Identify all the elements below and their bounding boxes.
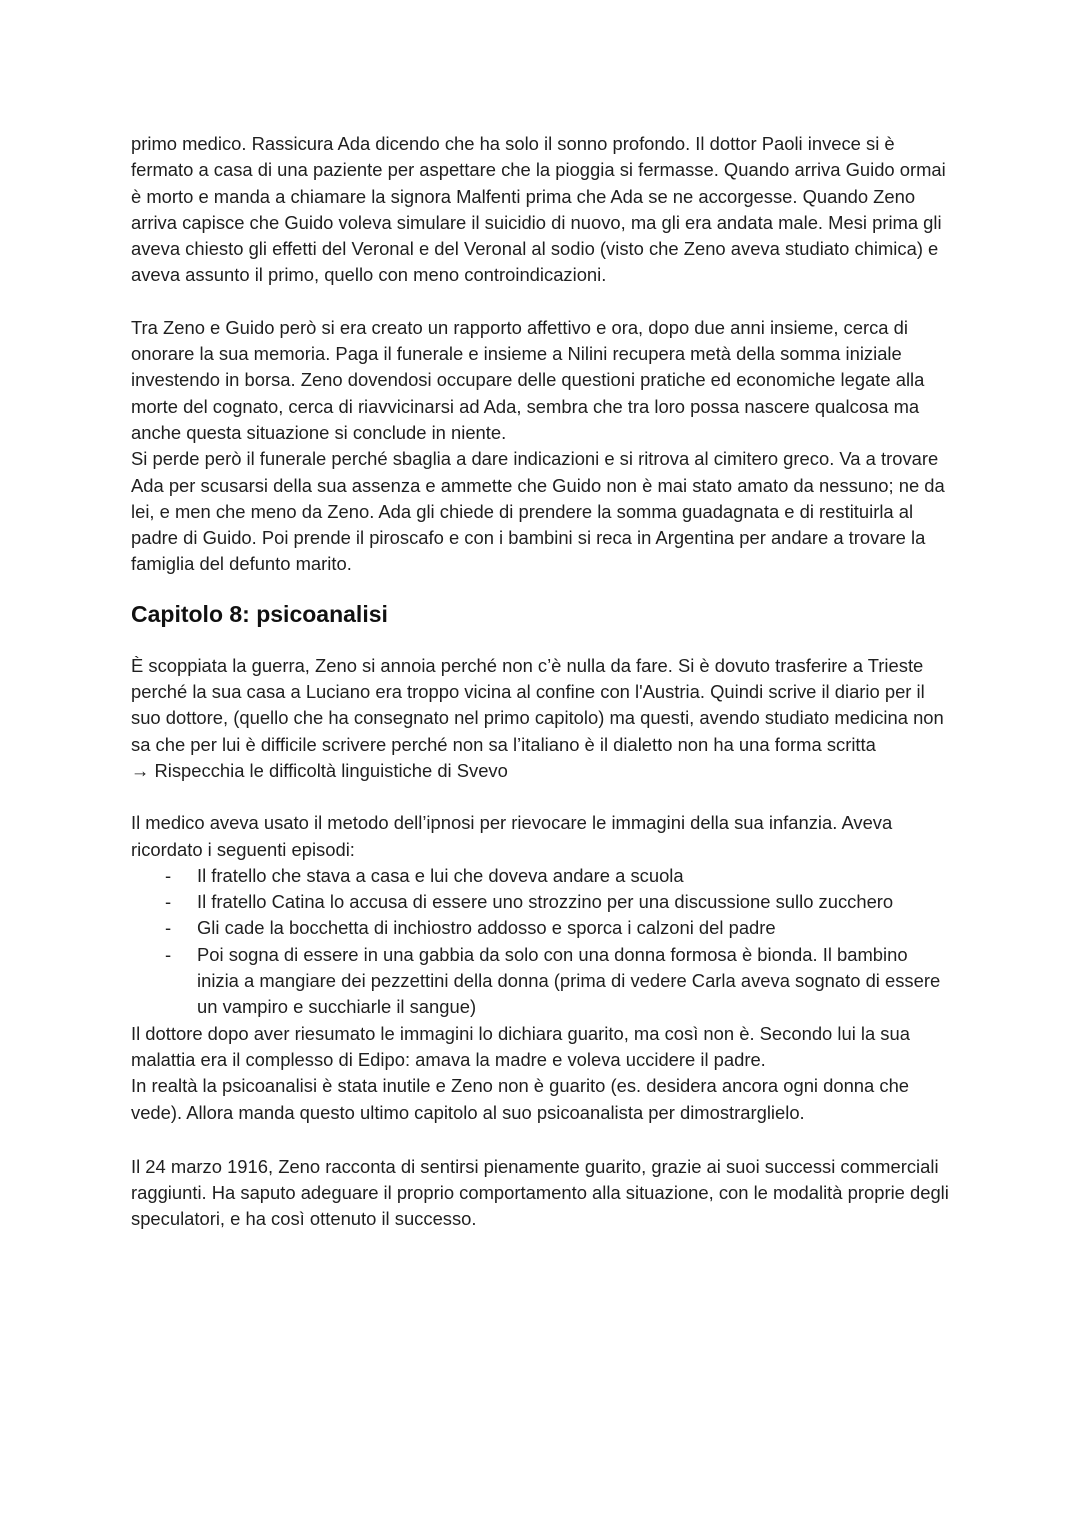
chapter-heading: Capitolo 8: psicoanalisi: [131, 600, 388, 627]
paragraph-oedipus: Il dottore dopo aver riesumato le immagini lo dichiara guarito, ma così non è. Secondo lui la sua malattia era il complesso di Edipo: amava la madre e voleva uccidere il padre.: [131, 1022, 910, 1070]
list-marker: -: [165, 943, 172, 965]
list-marker: -: [165, 864, 172, 886]
list-item: [131, 915, 951, 941]
paragraph-closing: Il 24 marzo 1916, Zeno racconta di sentirsi pienamente guarito, grazie ai suoi successi commerciali raggiunti. Ha saputo adeguare il proprio comportamento alla situazione, con le modalità proprie degli speculatori, e ha così ottenuto il successo.: [131, 1155, 949, 1230]
paragraph-war-diary: È scoppiata la guerra, Zeno si annoia perché non c’è nulla da fare. Si è dovuto trasferire a Trieste perché la sua casa a Luciano era troppo vicina al confine con l'Austria. Quindi scrive il diario per il suo dottore, (quello che ha consegnato nel primo capitolo) ma questi, avendo studiato medicina non sa che per lui è difficile scrivere perché non sa l’italiano è il dialetto non ha una forma scritta: [131, 654, 944, 755]
list-item: [131, 942, 951, 1021]
list-marker: -: [165, 917, 172, 939]
list-marker: -: [165, 891, 172, 913]
list-item: [131, 863, 951, 889]
episodes-list: [131, 863, 951, 1021]
paragraph-zeno-guido-bond: Tra Zeno e Guido però si era creato un rapporto affettivo e ora, dopo due anni insieme, cerca di onorare la sua memoria. Paga il funerale e insieme a Nilini recupera metà della somma iniziale investendo in borsa. Zeno dovendosi occupare delle questioni pratiche ed economiche legate alla morte del cognato, cerca di riavvicinarsi ad Ada, sembra che tra loro possa nascere qualcosa ma anche questa situazione si conclude in niente.: [131, 316, 925, 443]
list-item-text: Il fratello Catina lo accusa di essere uno strozzino per una discussione sullo zucchero: [197, 891, 894, 913]
paragraph-not-healed: In realtà la psicoanalisi è stata inutile e Zeno non è guarito (es. desidera ancora ogni donna che vede). Allora manda questo ultimo capitolo al suo psicoanalista per dimostrarglielo.: [131, 1075, 910, 1123]
paragraph-guido-death: primo medico. Rassicura Ada dicendo che ha solo il sonno profondo. Il dottor Paoli invece si è fermato a casa di una paziente per aspettare che la pioggia si fermasse. Quando arriva Guido ormai è morto e manda a chiamare la signora Malfenti prima che Ada se ne accorgesse. Quando Zeno arriva capisce che Guido voleva simulare il suicidio di nuovo, ma gli era andata male. Mesi prima gli aveva chiesto gli effetti del Veronal e del Veronal al sodio (visto che Zeno aveva studiato chimica) e aveva assunto il primo, quello con meno controindicazioni.: [131, 133, 946, 286]
paragraph-hypnosis: Il medico aveva usato il metodo dell’ipnosi per rievocare le immagini della sua infanzia. Aveva ricordato i seguenti episodi:: [131, 812, 893, 860]
list-item-text: Il fratello che stava a casa e lui che doveva andare a scuola: [197, 864, 684, 886]
document-page: [131, 131, 951, 1233]
list-item: [131, 889, 951, 915]
arrow-note: → Rispecchia le difficoltà linguistiche di Svevo: [131, 759, 508, 781]
list-item-text: Poi sogna di essere in una gabbia da solo con una donna formosa è bionda. Il bambino inizia a mangiare dei pezzettini della donna (prima di vedere Carla aveva sognato di essere un vampiro e succhiarle il sangue): [197, 943, 941, 1018]
list-item-text: Gli cade la bocchetta di inchiostro addosso e sporca i calzoni del padre: [197, 917, 776, 939]
paragraph-funeral: Si perde però il funerale perché sbaglia a dare indicazioni e si ritrova al cimitero greco. Va a trovare Ada per scusarsi della sua assenza e ammette che Guido non è mai stato amato da nessuno; ne da lei, e men che meno da Zeno. Ada gli chiede di prendere la somma guadagnata e di restituirla al padre di Guido. Poi prende il piroscafo e con i bambini si reca in Argentina per andare a trovare la famiglia del defunto marito.: [131, 448, 945, 575]
